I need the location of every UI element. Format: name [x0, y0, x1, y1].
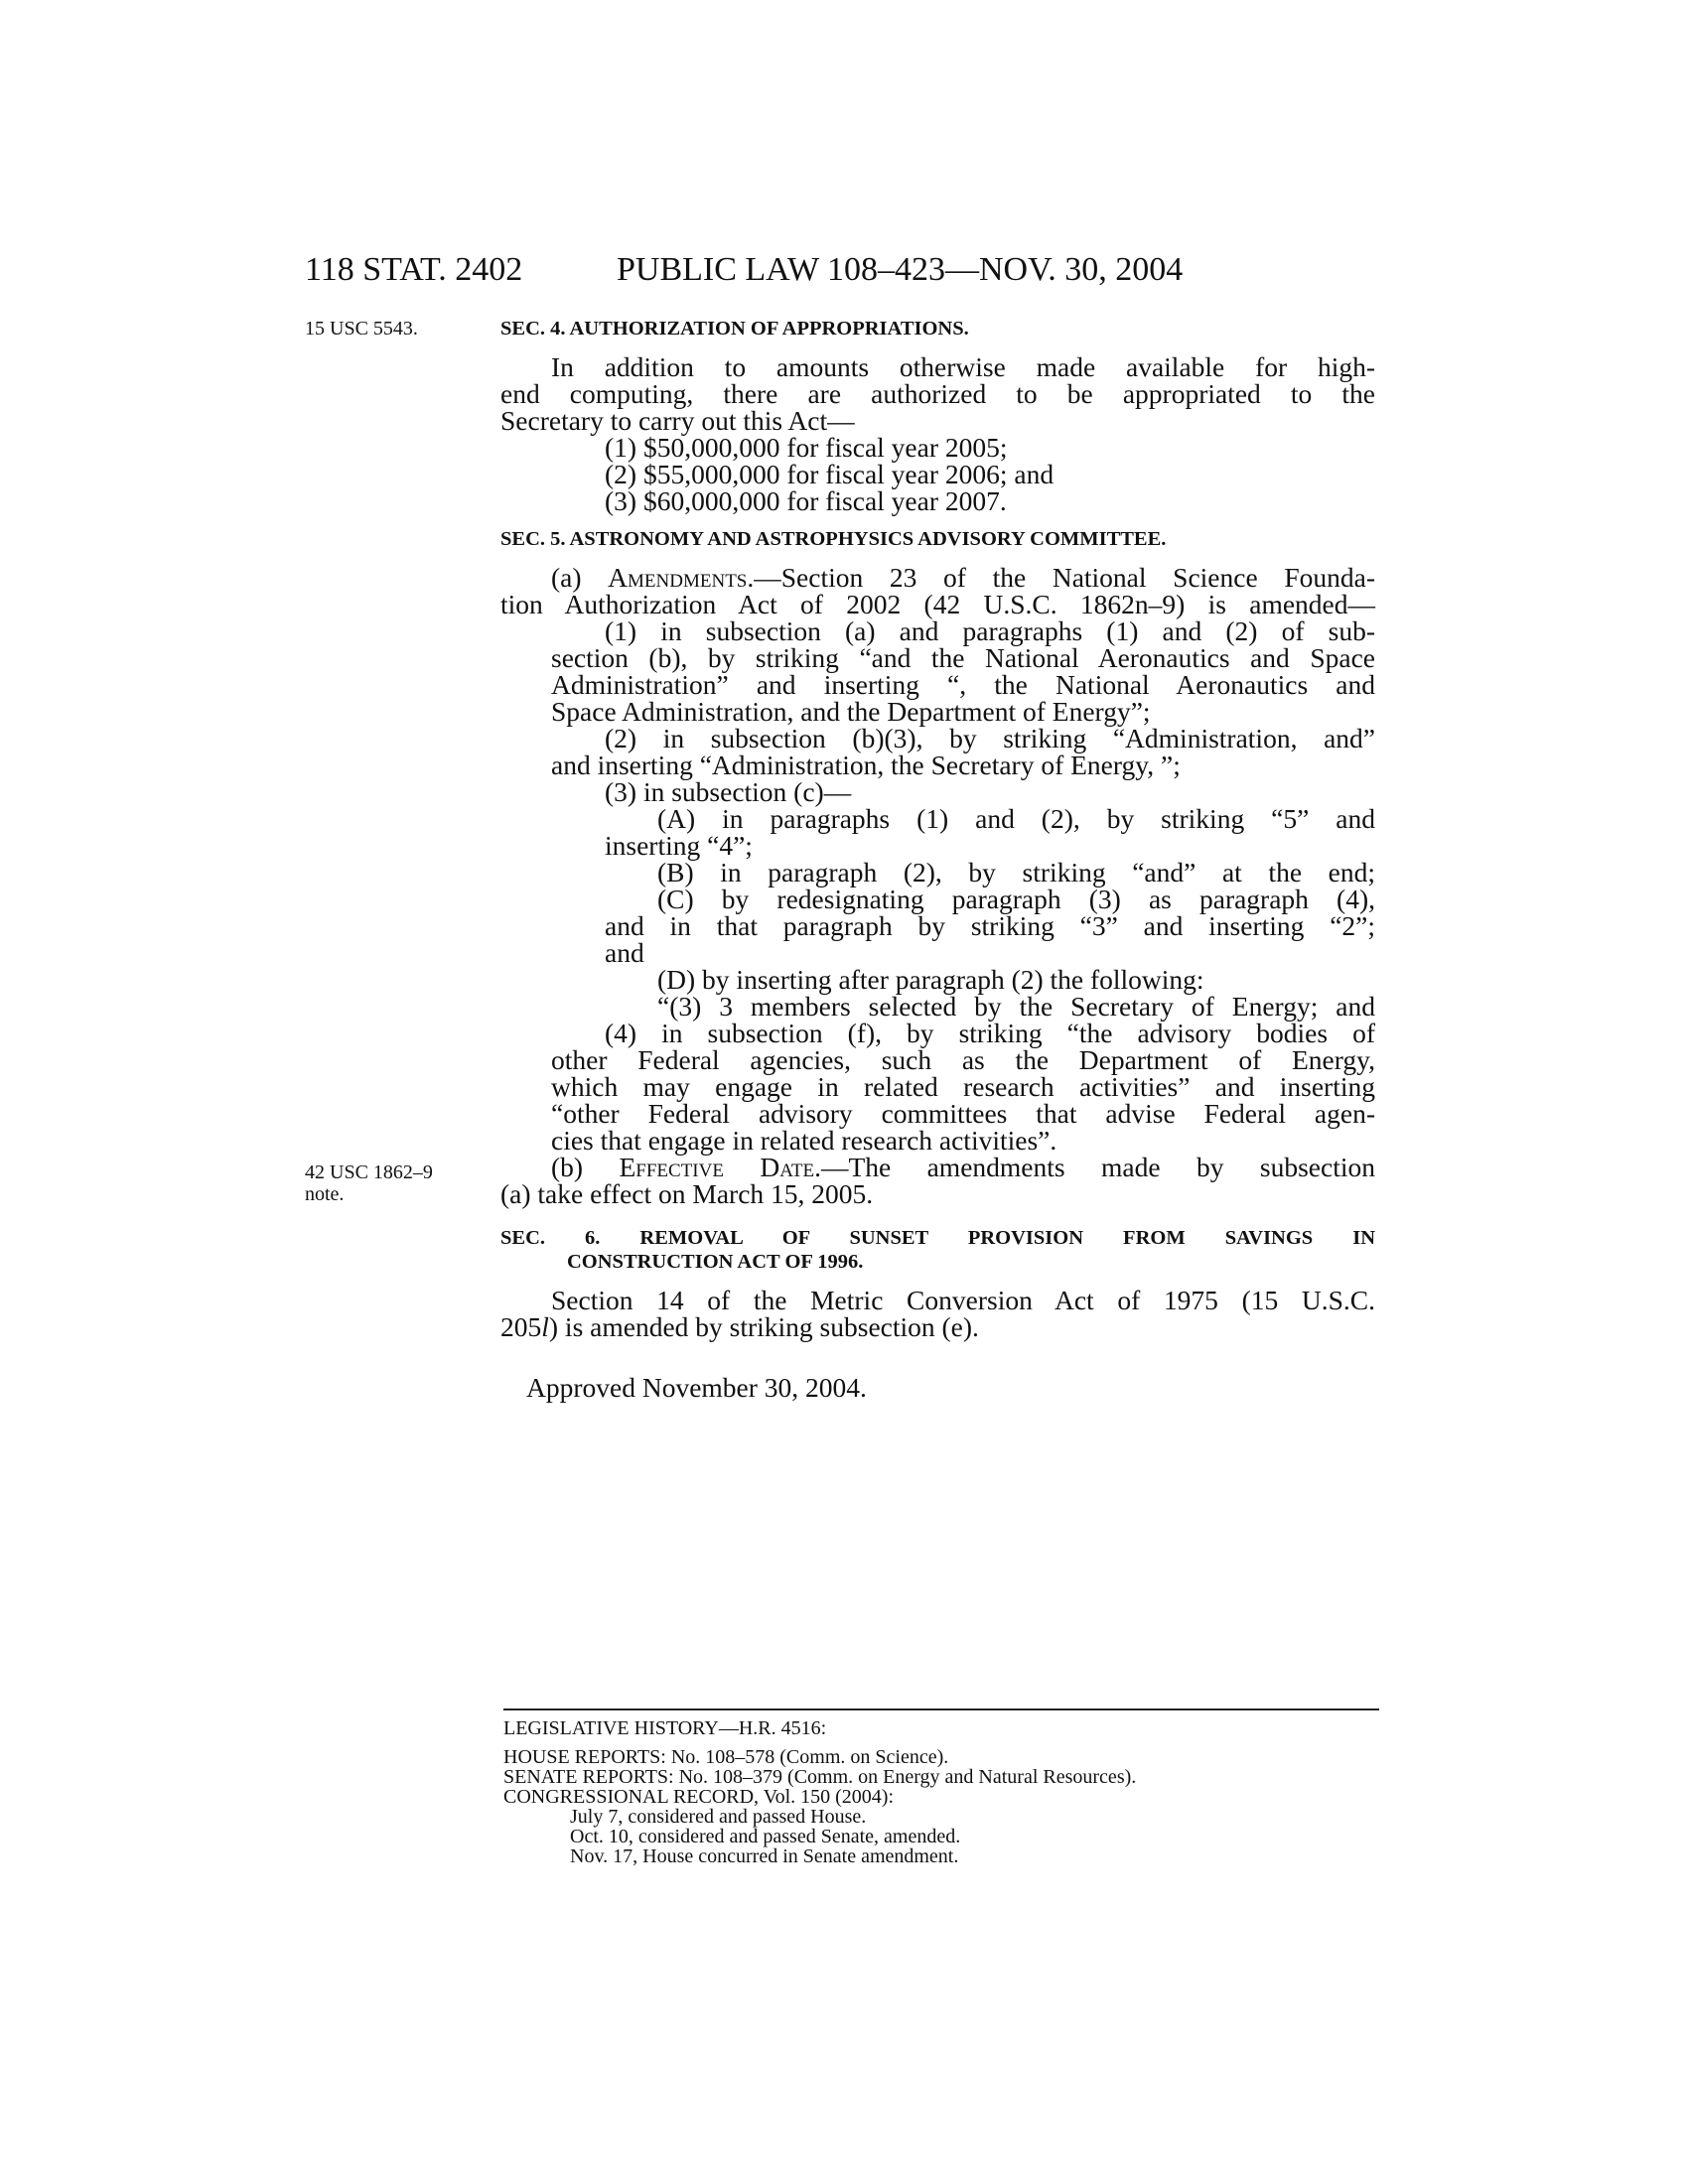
sec5-heading: SEC. 5. ASTRONOMY AND ASTROPHYSICS ADVISORY COMMITTEE. [500, 528, 1167, 550]
sec5-pA-line: inserting “4”; [605, 830, 753, 861]
sec6-heading: CONSTRUCTION ACT OF 1996. [567, 1251, 864, 1273]
history-event: Nov. 17, House concurred in Senate amendment. [570, 1845, 959, 1867]
sec5-p1-line: Administration” and inserting “, the National Aeronautics and [551, 669, 1375, 700]
margin-note-usc-5543: 15 USC 5543. [305, 318, 418, 340]
sec5-p2-line: and inserting “Administration, the Secretary of Energy, ”; [551, 750, 1181, 780]
sec5-p4-line: “other Federal advisory committees that advise Federal agen- [551, 1098, 1375, 1129]
stat-page-number: 118 STAT. 2402 [305, 251, 523, 288]
sec5-a-line [551, 564, 1375, 592]
sec5-pC-line: and in that paragraph by striking “3” and inserting “2”; [605, 910, 1375, 941]
sec5-a-text: .—Section 23 of the National Science Founda- [747, 562, 1375, 593]
sec5-p4-line: cies that engage in related research activities”. [551, 1125, 1057, 1156]
sec5-p4-line: which may engage in related research activities” and inserting [551, 1071, 1375, 1102]
sec4-intro-line: Secretary to carry out this Act— [500, 405, 855, 436]
effective-date-caption: Effective Date [619, 1152, 815, 1182]
sec6-citation-letter: l [541, 1311, 549, 1342]
subsection-label: (a) [551, 562, 609, 593]
amendments-caption: Amendments [608, 562, 748, 593]
approval-date: Approved November 30, 2004. [526, 1372, 867, 1403]
sec4-intro-line: In addition to amounts otherwise made available for high- [551, 351, 1375, 382]
sec5-pA-line: (A) in paragraphs (1) and (2), by striking “5” and [657, 803, 1375, 834]
sec4-item: (3) $60,000,000 for fiscal year 2007. [605, 485, 1007, 516]
margin-note-note: note. [305, 1183, 345, 1205]
sec5-p1-line: Space Administration, and the Department of Energy”; [551, 696, 1151, 727]
sec6-body-line: Section 14 of the Metric Conversion Act of 1975 (15 U.S.C. [551, 1285, 1375, 1315]
sec6-citation-prefix: 205 [500, 1311, 542, 1342]
sec5-p4-line: other Federal agencies, such as the Department of Energy, [551, 1044, 1375, 1075]
history-house-reports: HOUSE REPORTS: No. 108–578 (Comm. on Science). [503, 1746, 949, 1768]
sec5-pD-line: (D) by inserting after paragraph (2) the following: [657, 964, 1204, 995]
sec4-item: (2) $55,000,000 for fiscal year 2006; and [605, 459, 1055, 489]
sec5-b-line: (a) take effect on March 15, 2005. [500, 1178, 874, 1209]
sec6-body-line [500, 1313, 979, 1341]
sec6-heading: SEC. 6. REMOVAL OF SUNSET PROVISION FROM SAVINGS IN [500, 1227, 1375, 1249]
sec5-b-line [551, 1154, 1375, 1181]
sec5-p1-line: section (b), by striking “and the National Aeronautics and Space [551, 642, 1375, 673]
sec5-pC-line: and [605, 937, 644, 968]
history-divider [503, 1708, 1379, 1710]
sec4-intro-line: end computing, there are authorized to be appropriated to the [500, 378, 1375, 409]
sec5-p4-line: (4) in subsection (f), by striking “the advisory bodies of [605, 1018, 1375, 1048]
history-event: July 7, considered and passed House. [570, 1806, 867, 1828]
sec4-heading: SEC. 4. AUTHORIZATION OF APPROPRIATIONS. [500, 318, 969, 340]
history-title: LEGISLATIVE HISTORY—H.R. 4516: [503, 1717, 827, 1739]
sec5-p3-line: (3) in subsection (c)— [605, 776, 852, 807]
subsection-label: (b) [551, 1152, 620, 1182]
sec5-p2-line: (2) in subsection (b)(3), by striking “Administration, and” [605, 723, 1375, 753]
running-head-title: PUBLIC LAW 108–423—NOV. 30, 2004 [617, 251, 1184, 288]
sec5-pB-line: (B) in paragraph (2), by striking “and” at the end; [657, 857, 1375, 887]
sec5-pC-line: (C) by redesignating paragraph (3) as paragraph (4), [657, 884, 1375, 914]
history-senate-reports: SENATE REPORTS: No. 108–379 (Comm. on Energy and Natural Resources). [503, 1766, 1137, 1788]
margin-note-usc-1862: 42 USC 1862–9 [305, 1161, 433, 1183]
history-congressional-record: CONGRESSIONAL RECORD, Vol. 150 (2004): [503, 1786, 894, 1808]
sec5-quote-line: “(3) 3 members selected by the Secretary of Energy; and [657, 991, 1375, 1022]
sec5-a-line: tion Authorization Act of 2002 (42 U.S.C. 1862n–9) is amended— [500, 589, 1375, 619]
sec5-p1-line: (1) in subsection (a) and paragraphs (1) and (2) of sub- [605, 615, 1375, 646]
history-event: Oct. 10, considered and passed Senate, amended. [570, 1826, 961, 1847]
sec6-body-text: ) is amended by striking subsection (e). [548, 1311, 979, 1342]
sec5-b-text: .—The amendments made by subsection [814, 1152, 1375, 1182]
sec4-item: (1) $50,000,000 for fiscal year 2005; [605, 432, 1008, 463]
